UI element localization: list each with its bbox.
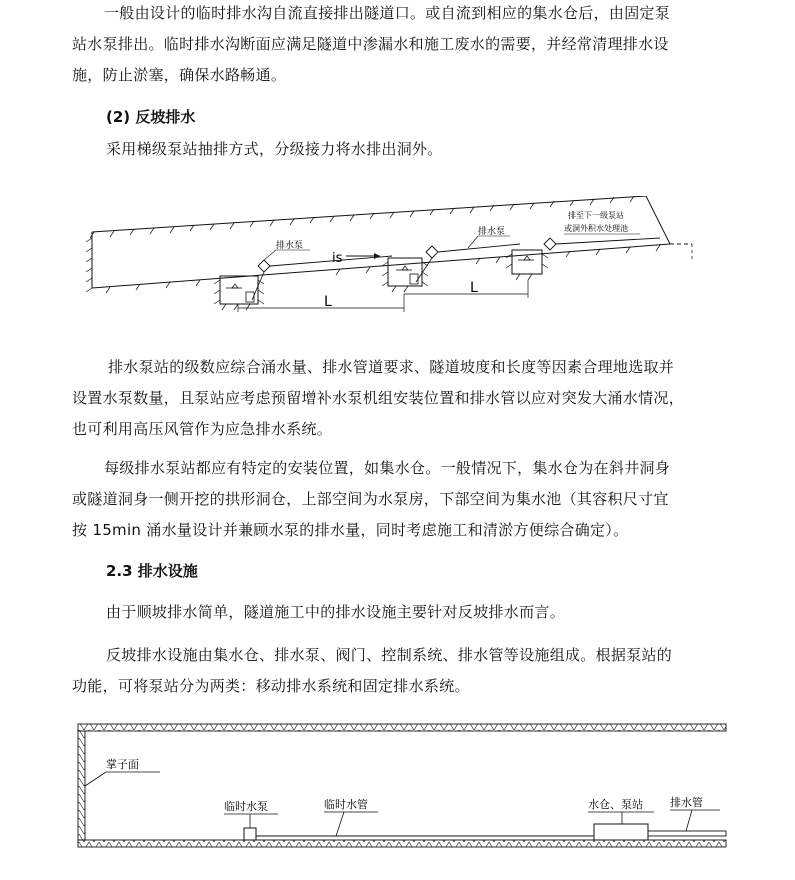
paragraph-stepped-pumping: 采用梯级泵站抽排方式，分级接力将水排出洞外。 [106,140,443,158]
text-line: 每级排水泵站都应有特定的安装位置，如集水仓。一般情况下，集水仓为在斜井洞身 [104,459,671,477]
text-line: 排水泵站的级数应综合涌水量、排水管道要求、隧道坡度和长度等因素合理地选取并 [108,358,675,376]
pump-2 [426,246,438,258]
length-label-1: L [324,294,332,310]
tunnel-drainage-system-diagram [74,722,730,850]
paragraph-sump-location [72,453,708,546]
discharge-pipe-2 [438,244,520,252]
text-line: 站水泵排出。临时排水沟断面应满足隧道中渗漏水和施工废水的需要，并经常清理排水设 [72,35,669,53]
outlet-note-line-2: 或洞外积水处理池 [564,224,628,233]
text-line: 或隧道洞身一侧开挖的拱形洞仓，上部空间为水泵房，下部空间为集水池（其容积尺寸宜 [72,490,669,508]
tunnel-face [78,731,85,840]
tunnel-floor [78,840,726,847]
outlet-note-line-1: 排至下一级泵站 [568,211,624,220]
text-line: 功能，可将泵站分为两类：移动排水系统和固定排水系统。 [72,677,470,695]
temporary-pump-label: 临时水泵 [224,800,268,813]
sump-pit-2 [388,258,422,286]
tunnel-floor-line [92,244,670,288]
pump-1 [258,260,270,272]
heading-drainage-facilities: 2.3 排水设施 [106,562,198,580]
pump-3 [544,238,556,250]
paragraph-pump-station-levels [72,352,708,445]
sump-label: 水仓、泵站 [588,798,643,811]
tunnel-roof [78,724,726,731]
text-line: 按 15min 涌水量设计并兼顾水泵的排水量，同时考虑施工和清淤方便综合确定）。 [72,521,629,539]
length-label-2: L [470,280,478,296]
text-line: 反坡排水设施由集水仓、排水泵、阀门、控制系统、排水管等设施组成。根据泵站的 [106,646,673,664]
floor-hatching [106,245,660,293]
discharge-pipe-1 [270,256,392,266]
drain-pipe-label: 排水管 [670,796,703,809]
tunnel-crown-line [92,196,646,232]
text-line: 一般由设计的临时排水沟自流直接排出隧道口。或自流到相应的集水仓后，由固定泵 [104,4,671,22]
pump-label-1: 排水泵 [276,241,304,251]
drain-pipe [648,831,726,836]
tunnel-portal [646,196,670,244]
outlet-pipe [556,238,660,244]
face-label: 掌子面 [106,758,139,771]
pump-label-2: 排水泵 [478,227,506,237]
text-line: 设置水泵数量，且泵站应考虑预留增补水泵机组安装位置和排水管以应对突发大涌水情况， [72,389,685,407]
sump-pump-station [594,824,648,840]
paragraph-facilities-intro: 由于顺坡排水简单，隧道施工中的排水设施主要针对反坡排水而言。 [106,603,566,621]
paragraph-temporary-drainage [72,0,708,91]
stepped-pumping-diagram [80,196,700,316]
text-line: 施，防止淤塞，确保水路畅通。 [72,66,287,84]
temporary-pipe-label: 临时水管 [324,798,368,811]
text-line: 也可利用高压风管作为应急排水系统。 [72,420,333,438]
paragraph-facility-components [72,640,708,702]
slope-label: is [332,251,343,266]
temporary-pump [244,828,256,840]
heading-reverse-slope-drainage: (2) 反坡排水 [106,108,196,126]
